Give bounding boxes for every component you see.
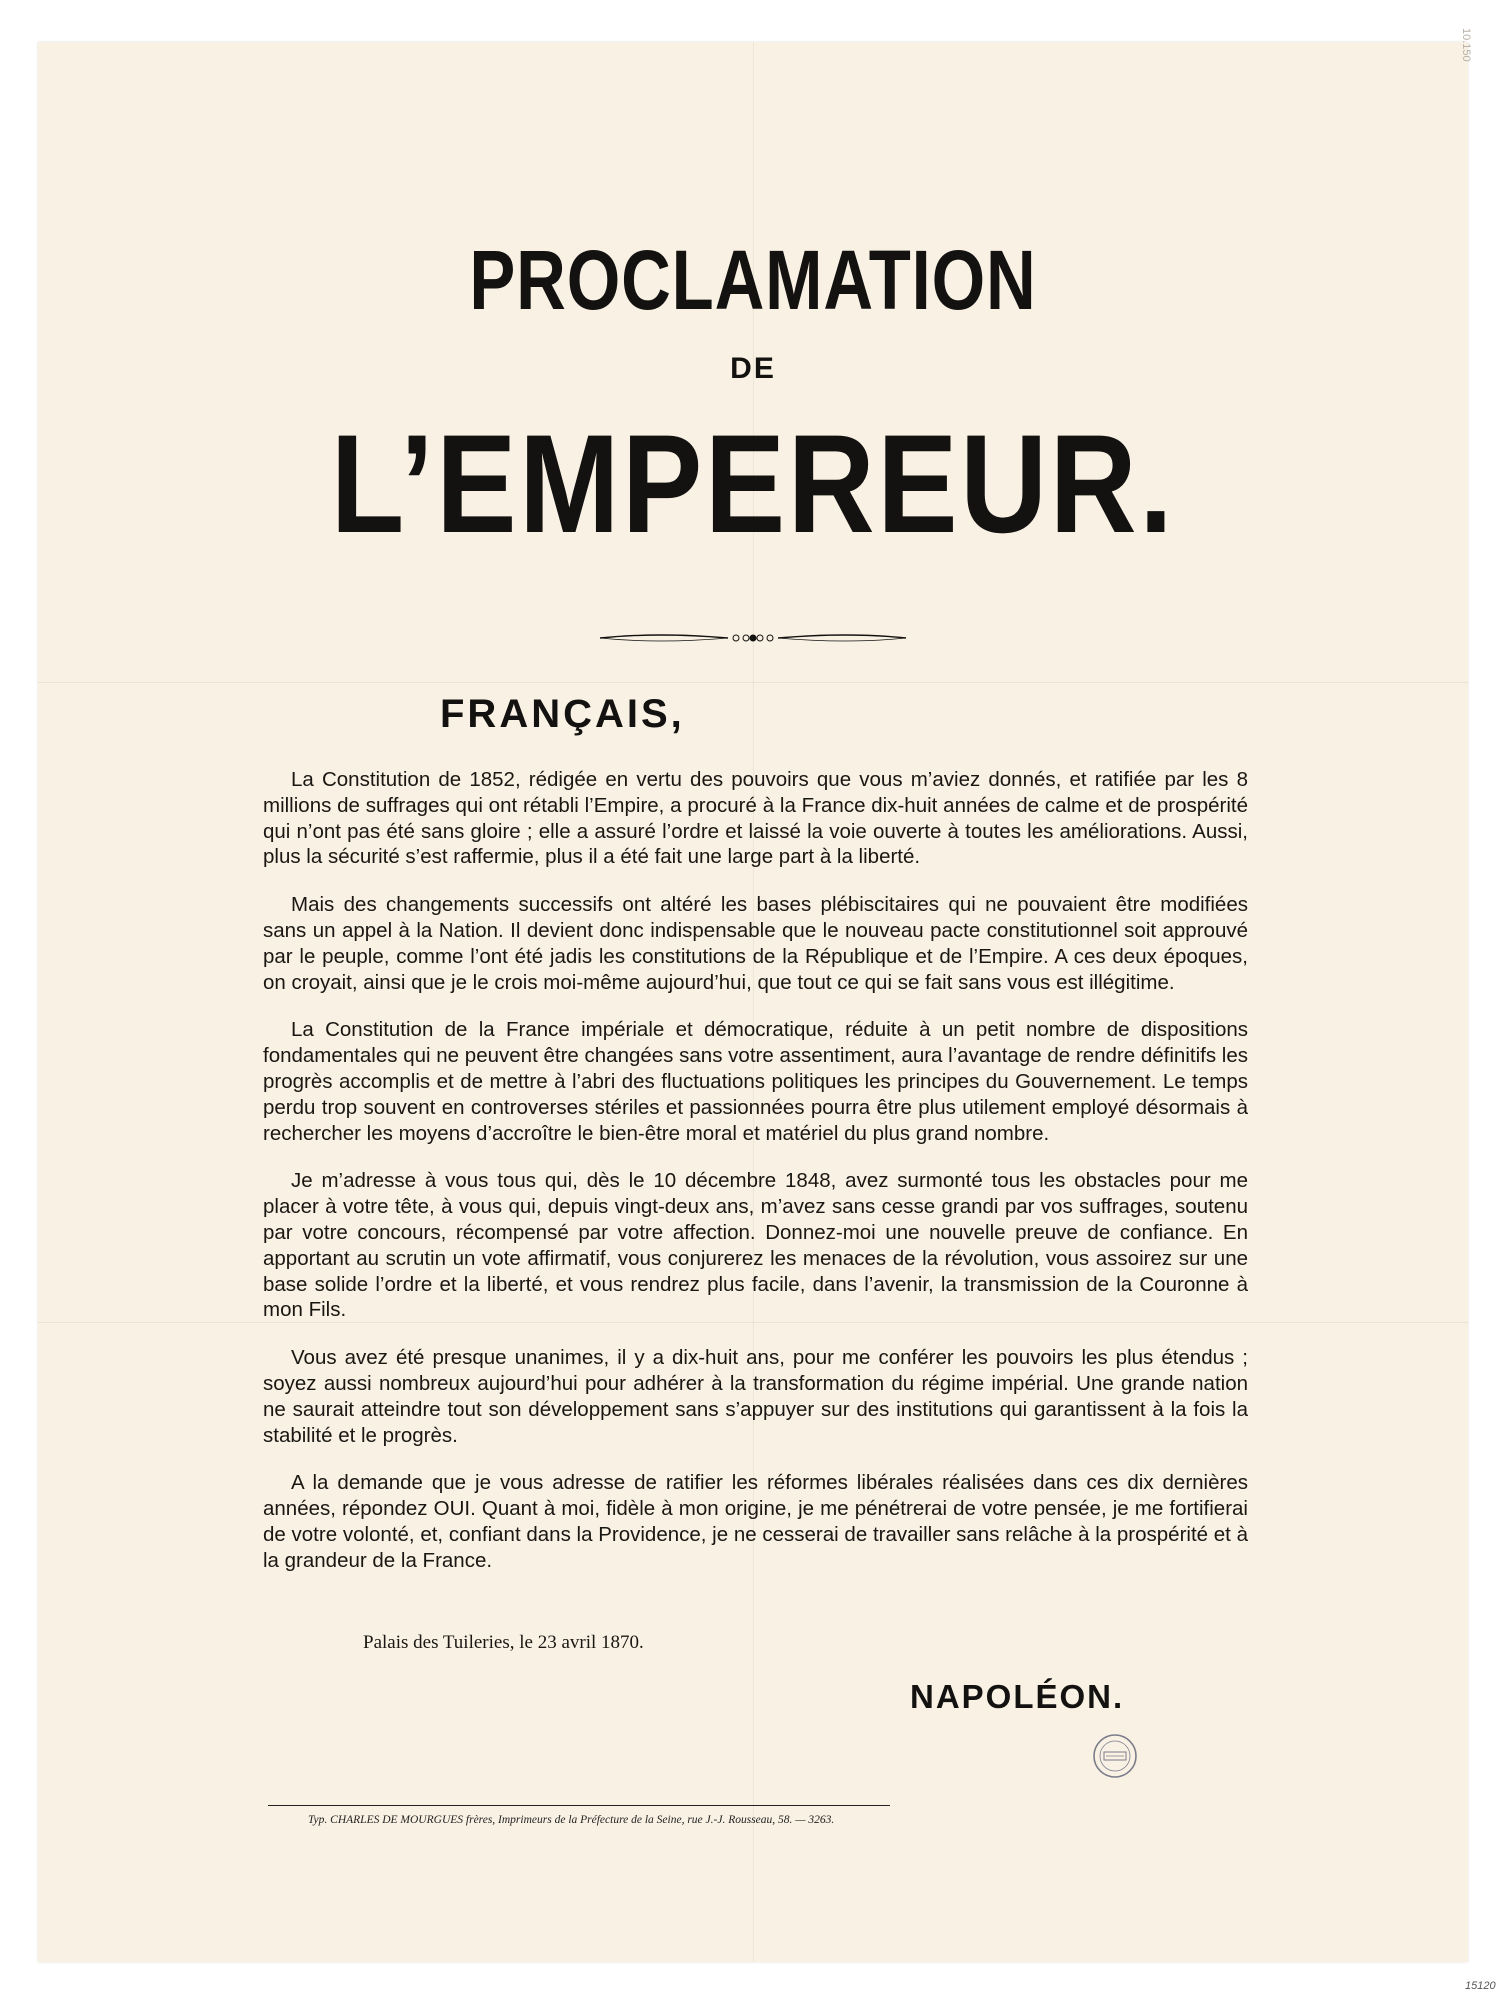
- paragraph: Je m’adresse à vous tous qui, dès le 10 décembre 1848, avez surmonté tous les obstacles pour me placer à votre tête, à vous qui, depuis vingt-deux ans, m’avez sans cesse grandi par vos suffrages, soutenu par votre concours, récompensé par votre affection. Donnez-moi une nouvelle preuve de confiance. En apportant au scrutin un vote affirmatif, vous conjurerez les menaces de la révolution, vous assoirez sur une base solide l’ordre et la liberté, et vous rendrez plus facile, dans l’avenir, la transmission de la Couronne à mon Fils.: [263, 1169, 1248, 1322]
- paragraph: Mais des changements successifs ont altéré les bases plébiscitaires qui ne pouvaient être modifiées sans un appel à la Nation. Il devient donc indispensable que le nouveau pacte constitutionnel soit approuvé par le peuple, comme l’ont été jadis les constitutions de la République et de l’Empire. A ces deux époques, on croyait, ainsi que je le crois moi-même aujourd’hui, que tout ce qui se fait sans vous est illégitime.: [263, 893, 1248, 994]
- paragraph: A la demande que je vous adresse de ratifier les réformes libérales réalisées dans ces dix dernières années, répondez OUI. Quant à moi, fidèle à mon origine, je me pénétrerai de votre pensée, je me fortifierai de votre volonté, et, confiant dans la Providence, je ne cesserai de travailler sans relâche à la prospérité et à la grandeur de la France.: [263, 1471, 1248, 1572]
- proclamation-body: [263, 767, 1248, 1596]
- salutation-francais: FRANÇAIS,: [440, 692, 685, 736]
- corner-mark: 10.150: [1460, 28, 1472, 62]
- library-stamp-icon: [1091, 1732, 1139, 1780]
- paragraph: La Constitution de 1852, rédigée en vertu des pouvoirs que vous m’aviez donnés, et ratifiée par les 8 millions de suffrages qui ont rétabli l’Empire, a procuré à la France dix-huit années de calme et de prospérité qui n’ont pas été sans gloire ; elle a assuré l’ordre et laissé la voie ouverte à toutes les améliorations. Aussi, plus la sécurité s’est raffermie, plus il a été fait une large part à la liberté.: [263, 768, 1248, 869]
- title-empereur: L’EMPEREUR.: [330, 405, 1176, 562]
- signature-napoleon: NAPOLÉON.: [910, 1678, 1125, 1715]
- paragraph: Vous avez été presque unanimes, il y a dix-huit ans, pour me conférer les pouvoirs les plus étendus ; soyez aussi nombreux aujourd’hui pour adhérer à la transformation du régime impérial. Une grande nation ne saurait atteindre tout son développement sans s’appuyer sur des institutions qui garantissent à la fois la stabilité et le progrès.: [263, 1346, 1248, 1447]
- catalog-number: 15120: [1465, 1980, 1496, 1992]
- title-de: DE: [730, 352, 776, 385]
- printer-credit: Typ. CHARLES DE MOURGUES frères, Imprimeurs de la Préfecture de la Seine, rue J.-J. Rousseau, 58. — 3263.: [308, 1814, 835, 1826]
- title-proclamation: PROCLAMATION: [469, 233, 1037, 327]
- ornament-divider-icon: [598, 628, 908, 648]
- paragraph: La Constitution de la France impériale et démocratique, réduite à un petit nombre de dispositions fondamentales qui ne peuvent être changées sans votre assentiment, aura l’avantage de rendre définitifs les progrès accomplis et de mettre à l’abri des fluctuations politiques les principes du Gouvernement. Le temps perdu trop souvent en controverses stériles et passionnées pourra être plus utilement employé désormais à rechercher les moyens d’accroître le bien-être moral et matériel du plus grand nombre.: [263, 1018, 1248, 1145]
- footer-rule: [268, 1805, 890, 1806]
- dateline: Palais des Tuileries, le 23 avril 1870.: [363, 1632, 644, 1653]
